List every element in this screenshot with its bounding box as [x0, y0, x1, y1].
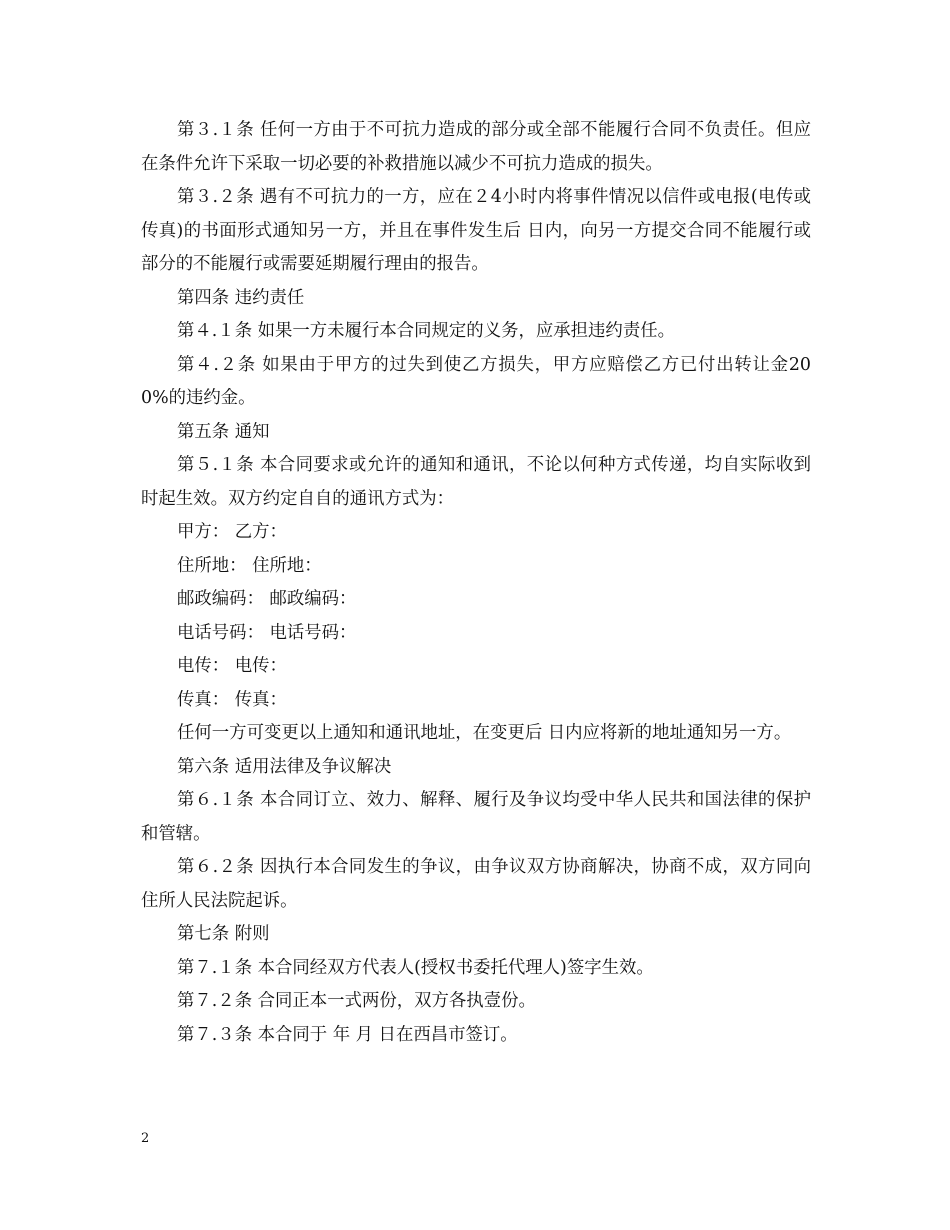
paragraph-article-5-1: 第５.１条 本合同要求或允许的通知和通讯，不论以何种方式传递，均自实际收到时起生效。双方约定自自的通讯方式为： [141, 455, 811, 509]
paragraph-address-change: 任何一方可变更以上通知和通讯地址，在变更后 日内应将新的地址通知另一方。 [177, 723, 792, 743]
heading-article-4: 第四条 违约责任 [177, 287, 305, 308]
heading-article-6: 第六条 适用法律及争议解决 [177, 756, 392, 777]
contact-postcode-line: 邮政编码： 邮政编码： [177, 589, 357, 609]
heading-article-5: 第五条 通知 [177, 421, 270, 442]
paragraph-article-4-1: 第４.１条 如果一方未履行本合同规定的义务，应承担违约责任。 [177, 321, 675, 341]
contact-fax-line: 传真： 传真： [177, 689, 287, 710]
document-body [141, 114, 811, 1052]
paragraph-article-6-2: 第６.２条 因执行本合同发生的争议，由争议双方协商解决，协商不成，双方同向住所人民法院起诉。 [141, 857, 811, 911]
paragraph-article-4-2: 第４.２条 如果由于甲方的过失到使乙方损失，甲方应赔偿乙方已付出转让金200%的违约金。 [141, 354, 811, 408]
heading-article-7: 第七条 附则 [177, 924, 270, 944]
paragraph-article-6-1: 第６.１条 本合同订立、效力、解释、履行及争议均受中华人民共和国法律的保护和管辖。 [141, 790, 811, 844]
contact-phone-line: 电话号码： 电话号码： [177, 622, 357, 643]
paragraph-article-7-3: 第７.３条 本合同于 年 月 日在西昌市签订。 [177, 1024, 518, 1045]
contact-telex-line: 电传： 电传： [177, 656, 287, 676]
paragraph-article-7-2: 第７.２条 合同正本一式两份，双方各执壹份。 [177, 991, 536, 1011]
paragraph-article-3-1: 第３.１条 任何一方由于不可抗力造成的部分或全部不能履行合同不负责任。但应在条件允许下采取一切必要的补救措施以减少不可抗力造成的损失。 [141, 120, 811, 174]
contact-party-line: 甲方： 乙方： [177, 522, 287, 542]
paragraph-article-3-2: 第３.２条 遇有不可抗力的一方，应在２4小时内将事件情况以信件或电报(电传或传真)的书面形式通知另一方，并且在事件发生后 日内，向另一方提交合同不能履行或部分的不能履行或需要延期履行理由的报告。 [141, 187, 811, 274]
page-number: 2 [141, 1131, 150, 1146]
paragraph-article-7-1: 第７.１条 本合同经双方代表人(授权书委托代理人)签字生效。 [177, 957, 654, 978]
contact-address-line: 住所地： 住所地： [177, 555, 322, 576]
